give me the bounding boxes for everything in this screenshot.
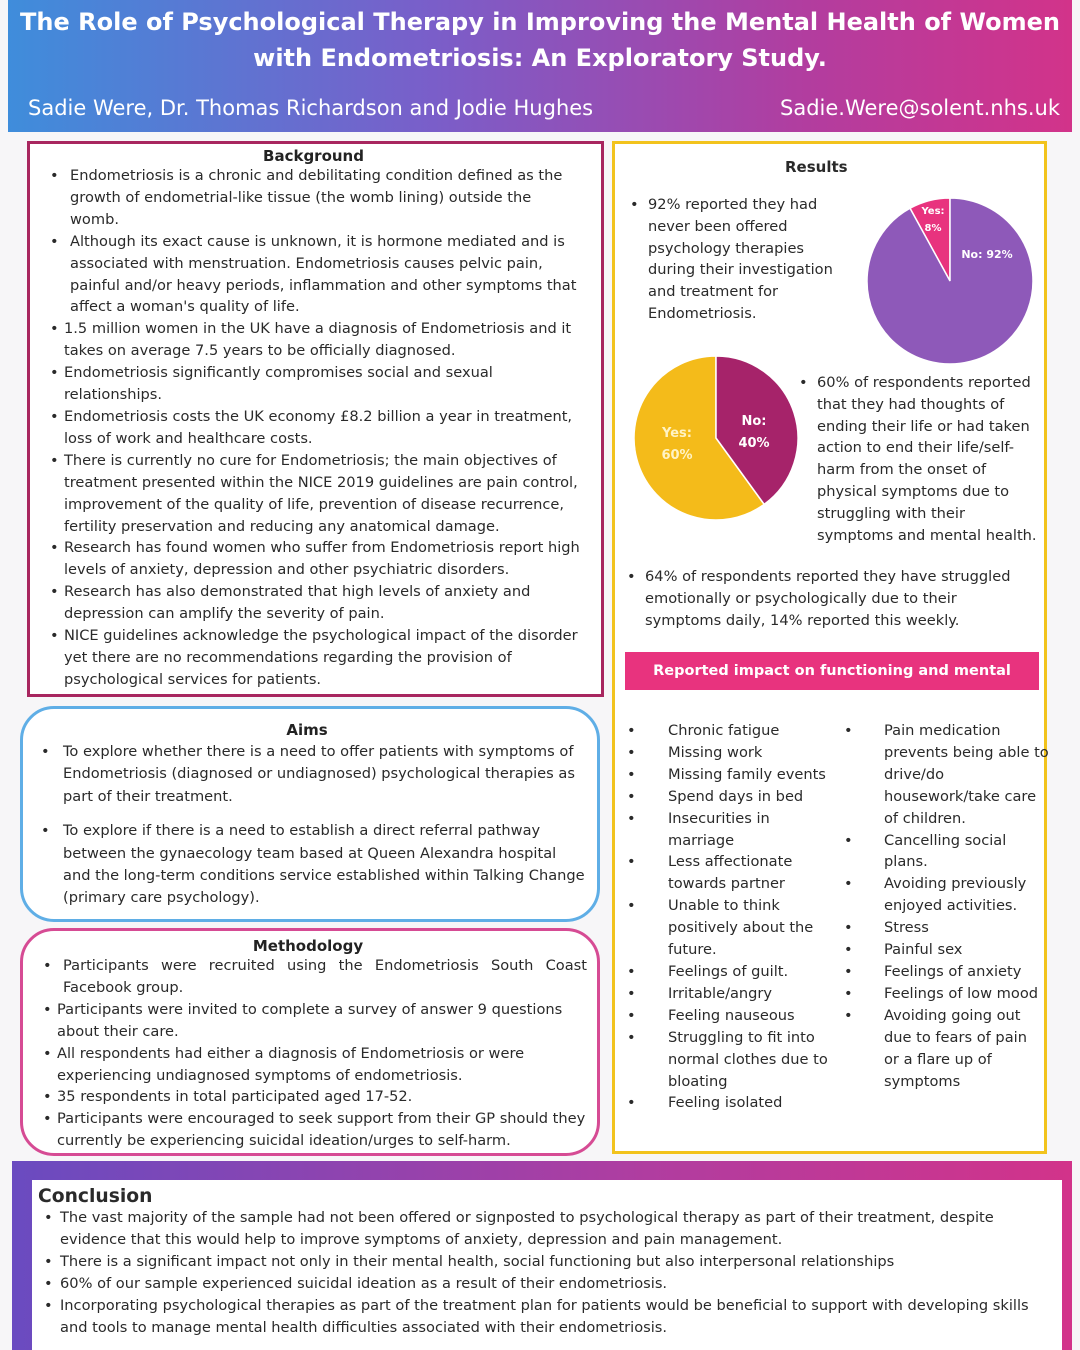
pie-chart-suicidal-thoughts	[632, 354, 800, 522]
impact-item: • Feelings of anxiety	[884, 961, 1050, 983]
impact-item: • Cancelling social plans.	[884, 830, 1019, 874]
pie-label-yes: Yes:	[662, 426, 692, 441]
impact-item: • Spend days in bed	[668, 786, 840, 808]
results-text-1	[630, 194, 848, 325]
impact-item: • Struggling to fit into normal clothes due to bloating	[668, 1027, 828, 1093]
results-section	[612, 141, 1047, 1154]
results-text-2	[799, 372, 1045, 546]
poster-title	[8, 4, 1072, 76]
impact-list-left	[668, 720, 840, 1114]
background-item: • Endometriosis is a chronic and debilitating condition defined as the growth of endometrial-like tissue (the womb lining) outside the womb.	[36, 165, 591, 231]
pie-slice-no	[867, 198, 1033, 364]
results-text-1-body: 92% reported they had never been offered psychology therapies during their investigation and treatment for Endometriosis.	[648, 196, 833, 322]
impact-item: • Irritable/angry	[668, 983, 840, 1005]
conclusion-section	[32, 1180, 1062, 1350]
impact-heading: Reported impact on functioning and mental health	[625, 652, 1039, 690]
background-item: • Research has found women who suffer from Endometriosis report high levels of anxiety, depression and other psychiatric disorders.	[36, 537, 591, 581]
background-list	[36, 165, 591, 691]
methodology-item: • Participants were encouraged to seek support from their GP should they currently be experiencing suicidal ideation/urges to self-harm.	[29, 1108, 587, 1152]
methodology-heading: Methodology	[252, 937, 364, 955]
pie-label-no: No: 92%	[961, 248, 1013, 261]
aims-item: • To explore whether there is a need to offer patients with symptoms of Endometriosis (diagnosed or undiagnosed) psychological therapies as part of their treatment.	[27, 741, 587, 808]
aims-section	[20, 706, 600, 922]
contact-email[interactable]: Sadie.Were@solent.nhs.uk	[780, 96, 1060, 120]
conclusion-list	[38, 1207, 1052, 1338]
impact-list-right	[884, 720, 1050, 1092]
impact-item: • Feelings of low mood	[884, 983, 1050, 1005]
conclusion-item: • 60% of our sample experienced suicidal ideation as a result of their endometriosis.	[38, 1273, 1052, 1295]
authors: Sadie Were, Dr. Thomas Richardson and Jodie Hughes	[28, 96, 594, 120]
results-heading: Results	[785, 158, 848, 176]
background-item: • Endometriosis significantly compromises social and sexual relationships.	[36, 362, 591, 406]
impact-item: • Missing family events	[668, 764, 840, 786]
pie-label-yes: 8%	[924, 223, 942, 234]
title-line-1: The Role of Psychological Therapy in Improving the Mental Health of Women	[20, 8, 1060, 36]
results-text-2-body: 60% of respondents reported that they had thoughts of ending their life or had taken action to end their life/self-harm from the onset of physical symptoms due to struggling with their symptoms and mental health.	[817, 374, 1037, 544]
background-item: • There is currently no cure for Endometriosis; the main objectives of treatment presented within the NICE 2019 guidelines are pain control, improvement of the quality of life, prevention of disease recurrence, fertility preservation and reducing any anatomical damage.	[36, 450, 591, 538]
methodology-item: • All respondents had either a diagnosis of Endometriosis or were experiencing undiagnosed symptoms of endometriosis.	[29, 1043, 587, 1087]
background-item: • NICE guidelines acknowledge the psychological impact of the disorder yet there are no recommendations regarding the provision of psychological services for patients.	[36, 625, 591, 691]
background-item: • 1.5 million women in the UK have a diagnosis of Endometriosis and it takes on average 7.5 years to be officially diagnosed.	[36, 318, 591, 362]
impact-item: • Stress	[884, 917, 1050, 939]
impact-item: • Missing work	[668, 742, 840, 764]
results-text-3	[627, 566, 1035, 631]
methodology-item: • 35 respondents in total participated aged 17-52.	[29, 1086, 587, 1108]
methodology-section	[20, 928, 600, 1156]
conclusion-item: • There is a significant impact not only in their mental health, social functioning but also interpersonal relationships	[38, 1251, 1052, 1273]
poster-header	[8, 0, 1072, 132]
impact-item: • Less affectionate towards partner	[668, 851, 813, 895]
impact-item: • Avoiding previously enjoyed activities.	[884, 873, 1039, 917]
pie-label-no: 40%	[738, 436, 770, 451]
aims-item: • To explore if there is a need to establish a direct referral pathway between the gynaecology team based at Queen Alexandra hospital and the long-term conditions service established within Talking Change (primary care psychology).	[27, 820, 587, 910]
conclusion-item: • Incorporating psychological therapies as part of the treatment plan for patients would be beneficial to support with developing skills and tools to manage mental health difficulties associated with their endometriosis.	[38, 1295, 1052, 1339]
impact-item: • Feeling nauseous	[668, 1005, 840, 1027]
background-item: • Endometriosis costs the UK economy £8.2 billion a year in treatment, loss of work and healthcare costs.	[36, 406, 591, 450]
methodology-list	[29, 955, 587, 1152]
pie-label-no: No:	[741, 414, 767, 429]
pie-label-yes: Yes:	[921, 206, 945, 217]
conclusion-heading: Conclusion	[38, 1186, 153, 1207]
pie-label-yes: 60%	[661, 448, 693, 463]
title-line-2: with Endometriosis: An Exploratory Study.	[253, 44, 827, 72]
methodology-item: • Participants were invited to complete a survey of answer 9 questions about their care.	[29, 999, 587, 1043]
impact-item: • Insecurities in marriage	[668, 808, 798, 852]
aims-list	[27, 741, 587, 910]
background-item: • Research has also demonstrated that high levels of anxiety and depression can amplify the severity of pain.	[36, 581, 591, 625]
bullet: •	[627, 568, 636, 585]
pie-chart-offered-therapy	[865, 196, 1035, 366]
impact-item: • Pain medication prevents being able to drive/do housework/take care of children.	[884, 720, 1050, 830]
results-text-3-body: 64% of respondents reported they have struggled emotionally or psychologically due to their symptoms daily, 14% reported this weekly.	[645, 568, 1011, 629]
aims-heading: Aims	[286, 721, 328, 739]
background-section	[27, 141, 604, 697]
methodology-item: • Participants were recruited using the Endometriosis South Coast Facebook group.	[29, 955, 587, 999]
bullet: •	[799, 374, 808, 391]
impact-item: • Feelings of guilt.	[668, 961, 840, 983]
bullet: •	[630, 196, 639, 213]
impact-item: • Painful sex	[884, 939, 1050, 961]
impact-item: • Unable to think positively about the future.	[668, 895, 823, 961]
impact-item: • Avoiding going out due to fears of pain or a flare up of symptoms	[884, 1005, 1034, 1093]
background-heading: Background	[263, 147, 364, 165]
background-item: • Although its exact cause is unknown, it is hormone mediated and is associated with menstruation. Endometriosis causes pelvic pain, painful and/or heavy periods, inflammation and other symptoms that affect a woman's quality of life.	[36, 231, 591, 319]
conclusion-item: • The vast majority of the sample had not been offered or signposted to psychological therapy as part of their treatment, despite evidence that this would help to improve symptoms of anxiety, depression and pain management.	[38, 1207, 1052, 1251]
impact-item: • Chronic fatigue	[668, 720, 840, 742]
impact-item: • Feeling isolated	[668, 1092, 840, 1114]
